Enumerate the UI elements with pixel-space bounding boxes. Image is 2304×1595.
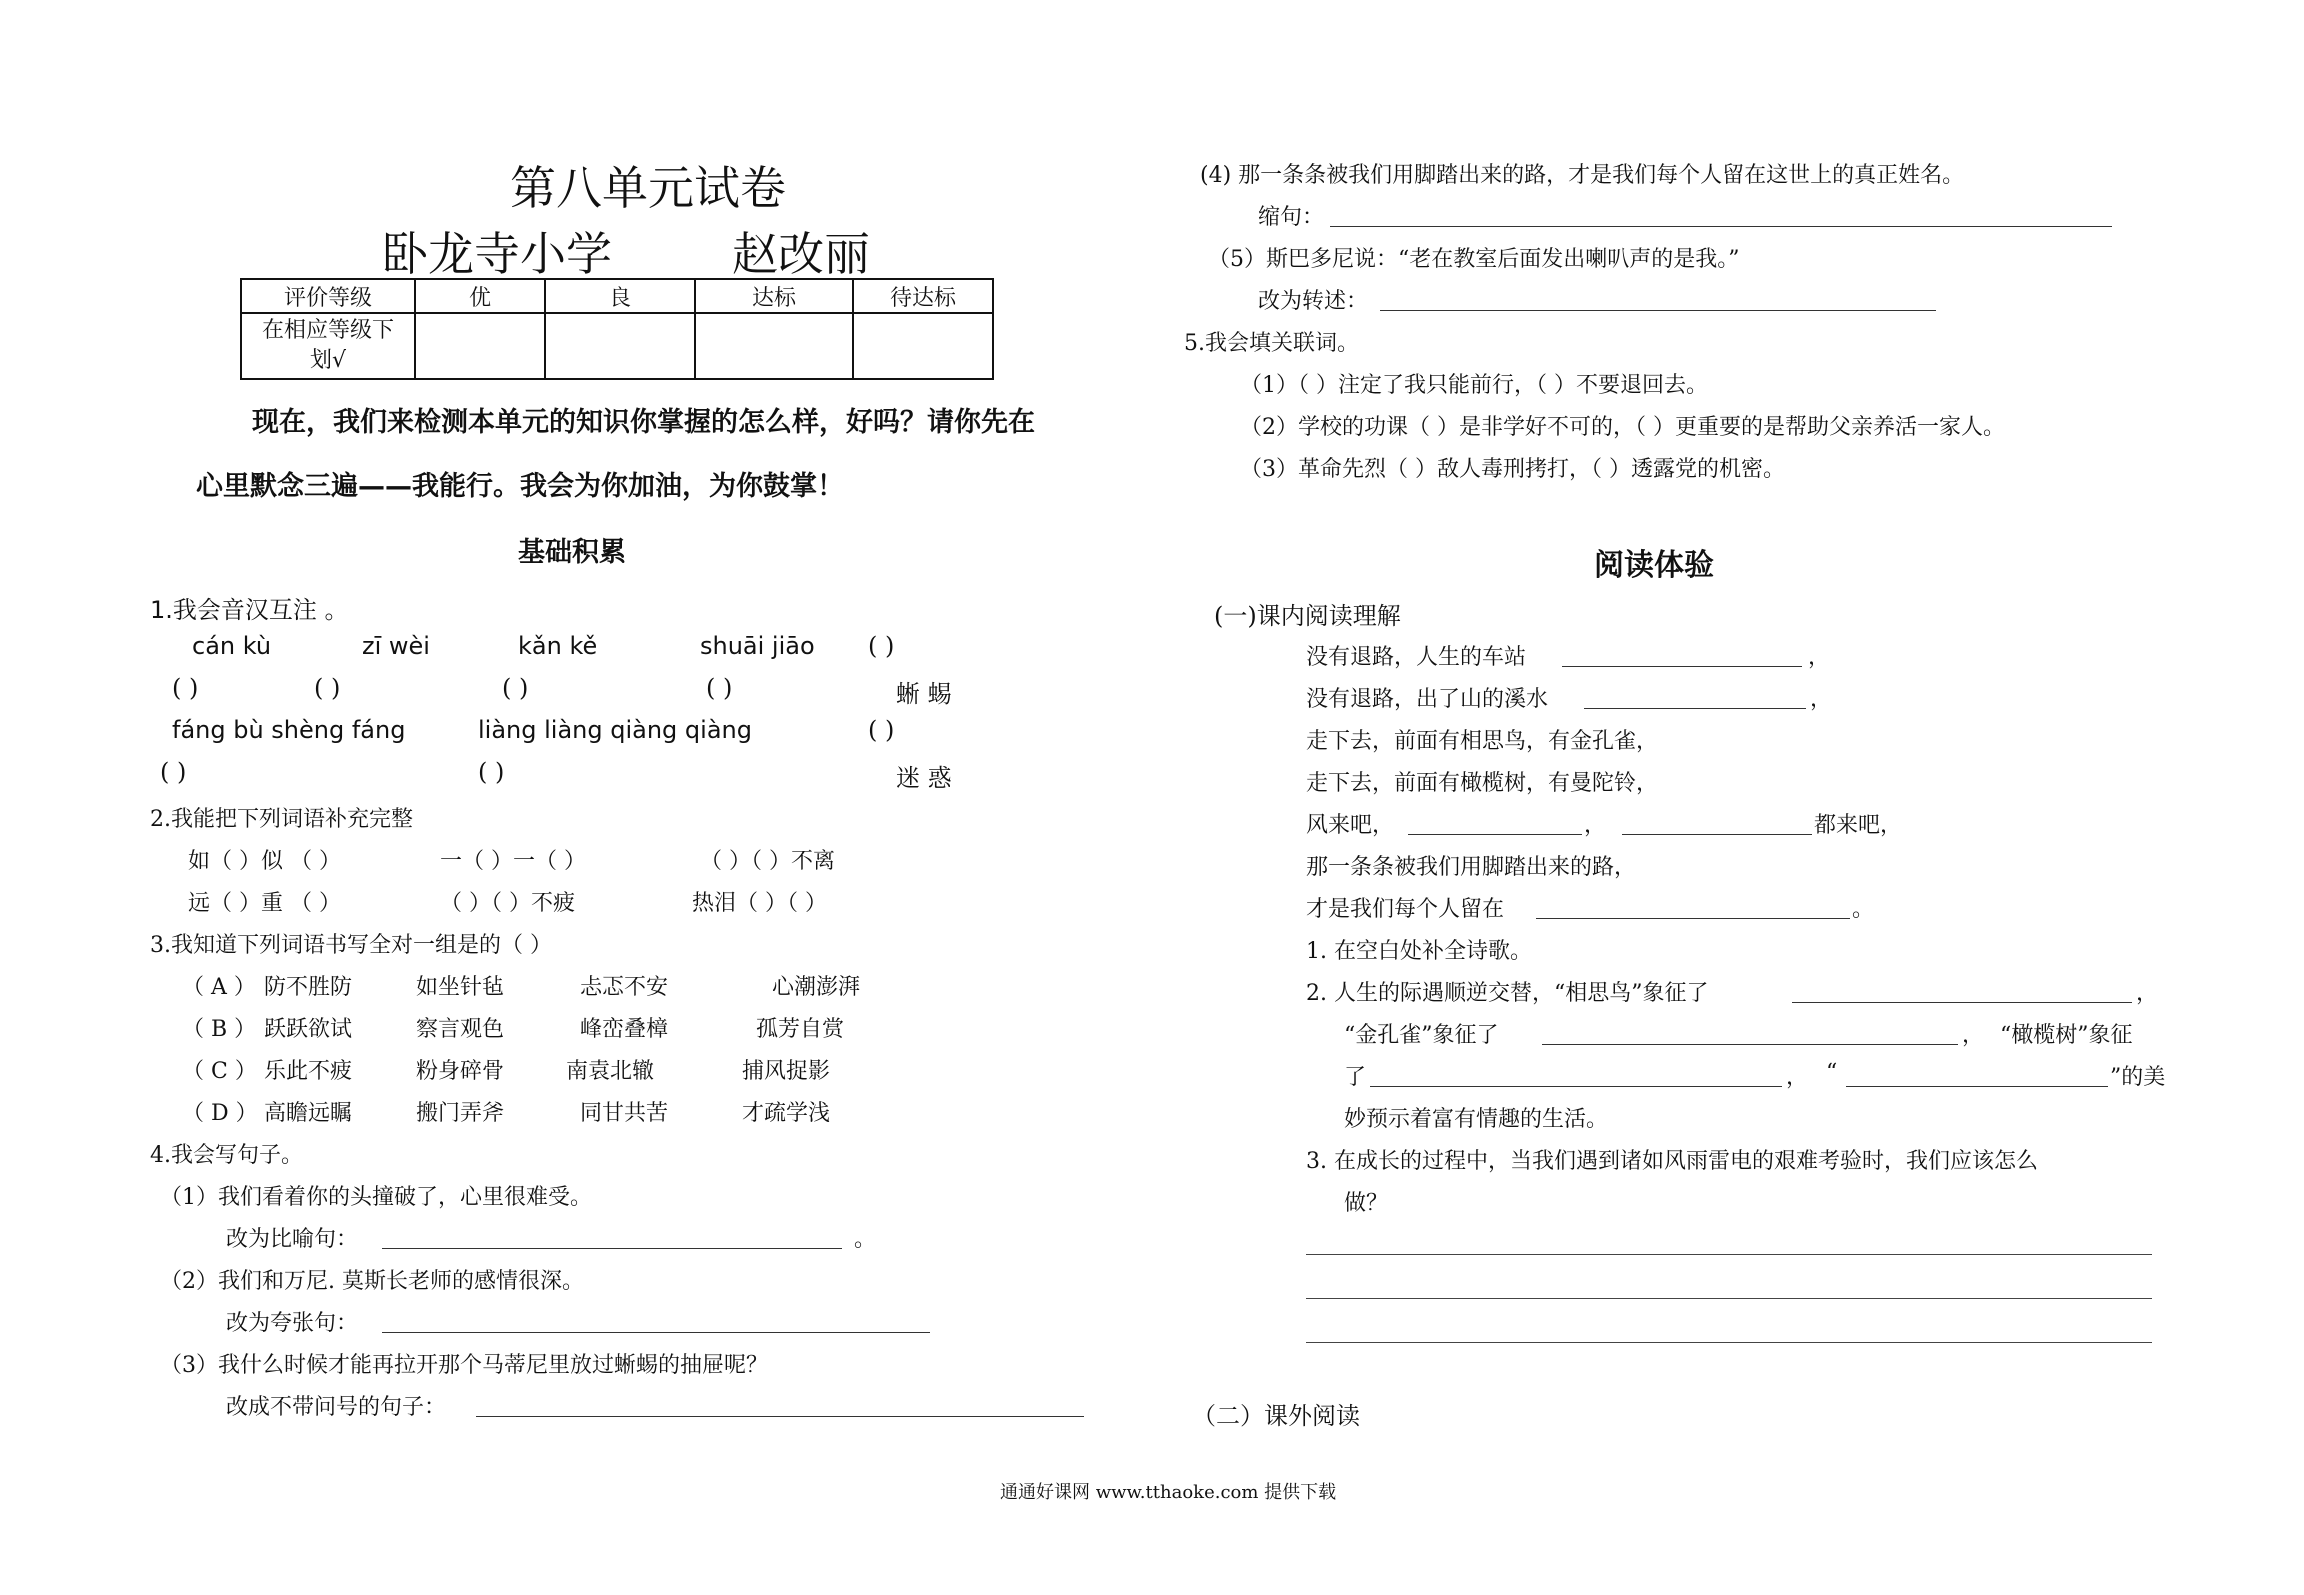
- q5-item[interactable]: （1）（ ）注定了我只能前行，（ ）不要退回去。: [1240, 373, 1708, 398]
- q2-comma: ，: [2136, 981, 2159, 1006]
- reading1-title: (一)课内阅读理解: [1214, 602, 1401, 630]
- reading-question-2c: “橄榄树”象征: [2000, 1023, 2133, 1048]
- answer-line[interactable]: [1306, 1254, 2152, 1255]
- poem-line-1: 没有退路，人生的车站: [1306, 645, 1527, 670]
- q2-title: 2.我能把下列词语补充完整: [150, 807, 413, 832]
- grade-mark-cell[interactable]: [695, 313, 853, 379]
- grade-good: 良: [545, 279, 695, 313]
- grade-mark-cell[interactable]: [545, 313, 695, 379]
- poem-blank-1[interactable]: [1562, 644, 1802, 667]
- q1-answer-blank[interactable]: ( ): [868, 716, 895, 744]
- reading-question-1: 1. 在空白处补全诗歌。: [1306, 939, 1532, 964]
- q1-pinyin: fáng bù shèng fáng: [172, 716, 406, 744]
- q1-pinyin: kǎn kě: [518, 632, 598, 660]
- school-name: 卧龙寺小学: [382, 227, 612, 281]
- q1-pinyin: liàng liàng qiàng qiàng: [478, 716, 752, 744]
- q4-sentence-4: (4) 那一条条被我们用脚踏出来的路，才是我们每个人留在这世上的真正姓名。: [1200, 163, 1965, 188]
- answer-line[interactable]: [1306, 1342, 2152, 1343]
- q1-chars: 蜥 蜴: [896, 680, 952, 708]
- q3-word: 孤芳自赏: [756, 1017, 845, 1042]
- q3-option-label[interactable]: （ D ）: [182, 1101, 258, 1126]
- q1-answer-blank[interactable]: ( ): [478, 758, 505, 786]
- poem-line-5: 风来吧，: [1306, 813, 1395, 838]
- footer-credit: 通通好课网 www.tthaoke.com 提供下载: [1000, 1482, 1337, 1503]
- q3-word: 心潮澎湃: [772, 975, 861, 1000]
- q3-word: 峰峦叠樟: [580, 1017, 669, 1042]
- q2-idiom[interactable]: 一（ ）一（ ）: [440, 849, 586, 874]
- q2-open-quote: “: [1826, 1060, 1838, 1085]
- reading2-title: （二）课外阅读: [1192, 1402, 1360, 1430]
- q2-idiom[interactable]: 如（ ）似 （ ）: [188, 849, 341, 874]
- poem-line-8: 才是我们每个人留在: [1306, 897, 1505, 922]
- q5-item[interactable]: （3）革命先烈（ ）敌人毒刑拷打，（ ）透露党的机密。: [1240, 457, 1785, 482]
- intro-line2: 心里默念三遍——我能行。我会为你加油，为你鼓掌！: [196, 471, 844, 502]
- q4-prompt-2: 改为夸张句：: [226, 1311, 359, 1336]
- poem-blank-3[interactable]: [1408, 812, 1582, 835]
- q2-blank-4[interactable]: [1846, 1064, 2108, 1087]
- q1-answer-blank[interactable]: ( ): [706, 674, 733, 702]
- section-reading-title: 阅读体验: [1594, 548, 1714, 583]
- q2-idiom[interactable]: （ ）（ ）不离: [700, 849, 835, 874]
- poem-line-4: 走下去，前面有橄榄树，有曼陀铃，: [1306, 771, 1659, 796]
- q3-word: 捕风捉影: [742, 1059, 831, 1084]
- q3-word: 同甘共苦: [580, 1101, 669, 1126]
- reading-question-2b: “金孔雀”象征了: [1344, 1023, 1499, 1048]
- q5-item[interactable]: （2）学校的功课（ ）是非学好不可的，（ ）更重要的是帮助父亲养活一家人。: [1240, 415, 2005, 440]
- q1-pinyin: zī wèi: [362, 632, 430, 660]
- reading-question-3: 3. 在成长的过程中，当我们遇到诸如风雨雷电的艰难考验时，我们应该怎么: [1306, 1149, 2038, 1174]
- q1-title: 1.我会音汉互注 。: [150, 596, 349, 624]
- q2-blank-3[interactable]: [1370, 1064, 1782, 1087]
- page-title: 第八单元试卷: [510, 161, 786, 215]
- q2-idiom[interactable]: （ ）（ ）不疲: [440, 891, 575, 916]
- poem-comma: ，: [1810, 687, 1833, 712]
- grade-header-label: 评价等级: [241, 279, 415, 313]
- intro-line1: 现在，我们来检测本单元的知识你掌握的怎么样，好吗？请你先在: [252, 407, 1035, 438]
- grade-pass: 达标: [695, 279, 853, 313]
- q4-prompt-5: 改为转述：: [1258, 289, 1369, 314]
- q1-answer-blank[interactable]: ( ): [314, 674, 341, 702]
- poem-blank-2[interactable]: [1584, 686, 1806, 709]
- q3-word: 忐忑不安: [580, 975, 669, 1000]
- q1-pinyin: cán kù: [192, 632, 272, 660]
- q4-end-mark-1: 。: [854, 1227, 877, 1252]
- q4-answer-line-2[interactable]: [382, 1310, 930, 1333]
- q3-option-label[interactable]: （ C ）: [182, 1059, 257, 1084]
- author-name: 赵改丽: [732, 227, 870, 281]
- section-basic-title: 基础积累: [518, 537, 626, 568]
- q3-word: 如坐针毡: [416, 975, 505, 1000]
- q4-sentence-2: （2）我们和万尼. 莫斯长老师的感情很深。: [160, 1269, 584, 1294]
- q2-comma: ，: [1962, 1023, 1985, 1048]
- q4-title: 4.我会写句子。: [150, 1143, 303, 1168]
- grade-mark-label-line2: 划√: [309, 348, 347, 373]
- q3-title: 3.我知道下列词语书写全对一组是的（ ）: [150, 933, 552, 958]
- grade-excellent: 优: [415, 279, 545, 313]
- q3-word: 粉身碎骨: [416, 1059, 505, 1084]
- grade-fail: 待达标: [853, 279, 993, 313]
- q3-word: 南袁北辙: [566, 1059, 655, 1084]
- q1-pinyin: shuāi jiāo: [700, 632, 815, 660]
- q5-title: 5.我会填关联词。: [1184, 331, 1359, 356]
- reading-question-2g: 妙预示着富有情趣的生活。: [1344, 1107, 1609, 1132]
- q2-idiom[interactable]: 远（ ）重 （ ）: [188, 891, 341, 916]
- q3-option-label[interactable]: （ B ）: [182, 1017, 257, 1042]
- q4-answer-line-1[interactable]: [382, 1226, 842, 1249]
- q2-comma: ，: [1786, 1065, 1809, 1090]
- q4-answer-line-4[interactable]: [1330, 204, 2112, 227]
- q2-idiom[interactable]: 热泪（ ）（ ）: [692, 891, 827, 916]
- q2-close-quote: ”的美: [2110, 1065, 2166, 1090]
- q2-blank-1[interactable]: [1792, 980, 2132, 1003]
- q4-sentence-5: （5）斯巴多尼说：“老在教室后面发出喇叭声的是我。”: [1208, 247, 1740, 272]
- grade-table: [240, 278, 994, 380]
- q4-sentence-3: （3）我什么时候才能再拉开那个马蒂尼里放过蜥蜴的抽屉呢？: [160, 1353, 768, 1378]
- q1-answer-blank[interactable]: ( ): [502, 674, 529, 702]
- poem-comma: ，: [1808, 645, 1831, 670]
- q4-sentence-1: （1）我们看着你的头撞破了，心里很难受。: [160, 1185, 592, 1210]
- grade-mark-cell[interactable]: [853, 313, 993, 379]
- poem-line-7: 那一条条被我们用脚踏出来的路，: [1306, 855, 1637, 880]
- poem-blank-5[interactable]: [1536, 896, 1850, 919]
- q3-word: 高瞻远瞩: [264, 1101, 353, 1126]
- poem-line-2: 没有退路，出了山的溪水: [1306, 687, 1549, 712]
- reading-question-2d: 了: [1344, 1065, 1367, 1090]
- poem-blank-4[interactable]: [1622, 812, 1812, 835]
- q3-word: 跃跃欲试: [264, 1017, 353, 1042]
- q3-word: 防不胜防: [264, 975, 353, 1000]
- grade-mark-cell[interactable]: [415, 313, 545, 379]
- poem-line-6: 都来吧，: [1814, 813, 1903, 838]
- q4-answer-line-3[interactable]: [476, 1394, 1084, 1417]
- q4-answer-line-5[interactable]: [1380, 288, 1936, 311]
- grade-mark-label-line1: 在相应等级下: [261, 318, 394, 343]
- poem-line-3: 走下去，前面有相思鸟，有金孔雀，: [1306, 729, 1659, 754]
- q4-prompt-3: 改成不带问号的句子：: [226, 1395, 447, 1420]
- q3-word: 才疏学浅: [742, 1101, 831, 1126]
- poem-comma: ，: [1584, 813, 1607, 838]
- reading-question-2: 2. 人生的际遇顺逆交替，“相思鸟”象征了: [1306, 981, 1709, 1006]
- q2-blank-2[interactable]: [1542, 1022, 1958, 1045]
- reading-question-3b: 做？: [1344, 1191, 1389, 1216]
- q3-word: 乐此不疲: [264, 1059, 353, 1084]
- grade-mark-label: [241, 313, 415, 379]
- poem-period: 。: [1852, 897, 1875, 922]
- answer-line[interactable]: [1306, 1298, 2152, 1299]
- q1-answer-blank[interactable]: ( ): [868, 632, 895, 660]
- q4-prompt-1: 改为比喻句：: [226, 1227, 359, 1252]
- q4-prompt-4: 缩句：: [1258, 205, 1325, 230]
- q3-word: 搬门弄斧: [416, 1101, 505, 1126]
- q3-word: 察言观色: [416, 1017, 505, 1042]
- q3-option-label[interactable]: （ A ）: [182, 975, 256, 1000]
- q1-answer-blank[interactable]: ( ): [160, 758, 187, 786]
- q1-answer-blank[interactable]: ( ): [172, 674, 199, 702]
- q1-chars: 迷 惑: [896, 764, 952, 792]
